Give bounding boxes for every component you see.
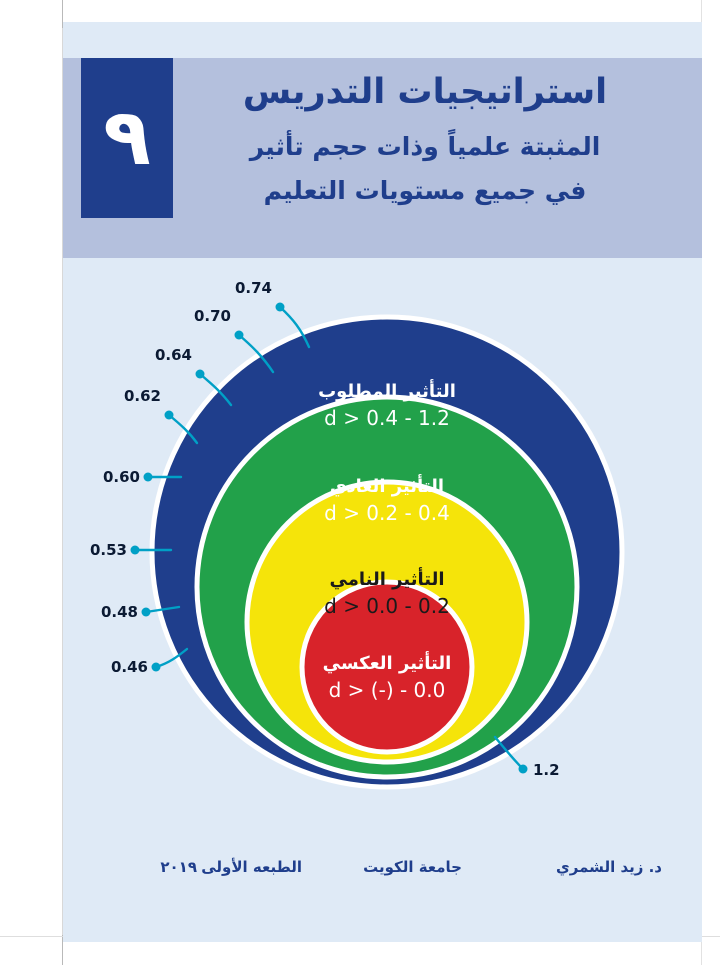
cover-subtitle-line-1: المثبتة علمياً وذات حجم تأثير bbox=[249, 132, 601, 161]
callout-dot-1.2 bbox=[519, 765, 528, 774]
ring-yellow-label: التأثير النامي bbox=[329, 569, 445, 590]
callout-value-5: 0.53 bbox=[89, 541, 127, 559]
ring-red-range: d > (-) - 0.0 bbox=[328, 678, 446, 702]
callout-value-2: 0.64 bbox=[154, 346, 192, 364]
chapter-number-badge bbox=[81, 58, 173, 218]
ring-green-label: التأثير العادي bbox=[329, 476, 445, 497]
ring-blue-range: d > 0.4 - 1.2 bbox=[324, 406, 450, 430]
callout-dot-0.62 bbox=[165, 411, 174, 420]
footer-author: د. زيد الشمري bbox=[556, 858, 662, 876]
callout-value-8: 1.2 bbox=[533, 761, 560, 779]
chapter-number-text: ٩ bbox=[103, 93, 151, 183]
callout-dot-0.64 bbox=[196, 370, 205, 379]
callout-dot-0.70 bbox=[235, 331, 244, 340]
callout-value-1: 0.70 bbox=[193, 307, 231, 325]
cover-title: استراتيجيات التدريس bbox=[242, 72, 608, 112]
footer-edition: الطبعه الأولى bbox=[201, 858, 302, 876]
effect-size-circles-diagram bbox=[63, 267, 702, 827]
page-right-margin bbox=[701, 0, 720, 965]
callout-dot-0.53 bbox=[131, 546, 140, 555]
callout-dot-0.74 bbox=[276, 303, 285, 312]
callout-dot-0.48 bbox=[142, 608, 151, 617]
callout-dot-0.60 bbox=[144, 473, 153, 482]
callout-dot-0.46 bbox=[152, 663, 161, 672]
cover-subtitle-line-2: في جميع مستويات التعليم bbox=[263, 176, 587, 205]
callout-value-7: 0.46 bbox=[110, 658, 148, 676]
page-left-margin bbox=[0, 0, 63, 965]
footer-university: جامعة الكويت bbox=[363, 858, 462, 876]
ring-red-label: التأثير العكسي bbox=[322, 653, 452, 674]
callout-value-6: 0.48 bbox=[100, 603, 138, 621]
callout-value-3: 0.62 bbox=[123, 387, 161, 405]
ring-yellow-range: d > 0.0 - 0.2 bbox=[324, 594, 450, 618]
ring-blue-label: التأثير المطلوب bbox=[318, 381, 456, 402]
footer-year: ٢٠١٩ bbox=[160, 858, 197, 876]
callout-value-4: 0.60 bbox=[102, 468, 140, 486]
book-cover bbox=[63, 22, 702, 942]
ring-green-range: d > 0.2 - 0.4 bbox=[324, 501, 450, 525]
callout-value-0: 0.74 bbox=[234, 279, 272, 297]
cover-footer bbox=[63, 858, 702, 882]
